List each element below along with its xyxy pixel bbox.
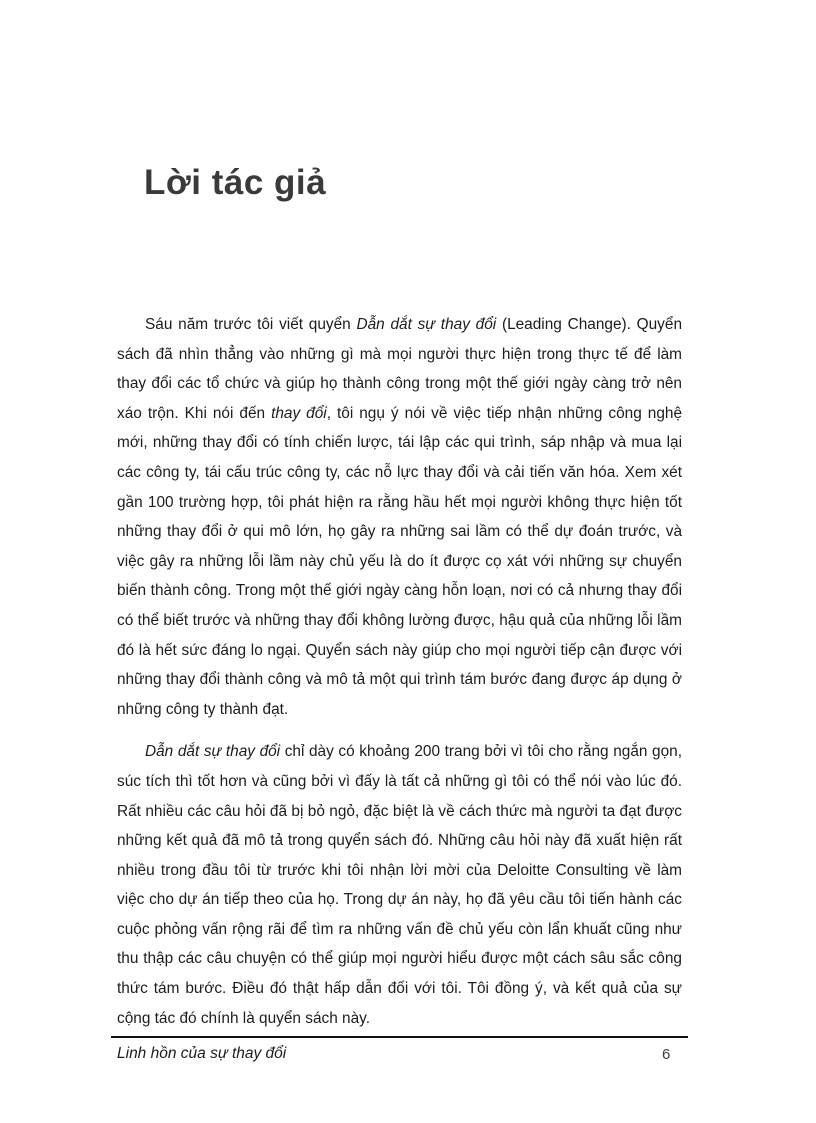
italic-term: thay đổi — [271, 404, 327, 422]
text-run: , tôi ngụ ý nói về việc tiếp nhận những công nghệ mới, những thay đổi có tính chiến lược, tái lập các qui trình, sáp nhập và mua lại các công ty, tái cấu trúc công ty, các nỗ lực thay đổi và cải tiến văn hóa. Xem xét gần 100 trường hợp, tôi phát hiện ra rằng hầu hết mọi người không thực hiện tốt những thay đổi ở qui mô lớn, họ gây ra những sai lầm có thể dự đoán trước, và việc gây ra những lỗi lầm này chủ yếu là do ít được cọ xát với những sự chuyển biến thành công. Trong một thế giới ngày càng hỗn loạn, nơi có cả nhưng thay đổi có thể biết trước và những thay đổi không lường được, hậu quả của những lỗi lầm đó là hết sức đáng lo ngại. Quyển sách này giúp cho mọi người tiếp cận được với những thay đổi thành công và mô tả một qui trình tám bước đang được áp dụng ở những công ty thành đạt. — [117, 404, 683, 718]
paragraph — [117, 737, 682, 1033]
paragraph — [117, 310, 682, 724]
italic-book-title: Dẫn dắt sự thay đổi — [356, 316, 497, 333]
text-run: Sáu năm trước tôi viết quyển — [145, 316, 357, 333]
body-text — [117, 310, 682, 1046]
page-title: Lời tác giả — [144, 163, 327, 202]
text-run: chỉ dày có khoảng 200 trang bởi vì tôi cho rằng ngắn gọn, súc tích thì tốt hơn và cũng bởi vì đấy là tất cả những gì tôi có thể nói vào lúc đó. Rất nhiều các câu hỏi đã bị bỏ ngỏ, đặc biệt là về cách thức mà người ta đạt được những kết quả đã mô tả trong quyển sách đó. Những câu hỏi này đã xuất hiện rất nhiều trong đầu tôi từ trước khi tôi nhận lời mời của Deloitte Consulting về làm việc cho dự án tiếp theo của họ. Trong dự án này, họ đã yêu cầu tôi tiến hành các cuộc phỏng vấn rộng rãi để tìm ra những vấn đề chủ yếu còn lẩn khuất cũng như thu thập các câu chuyện có thể giúp mọi người hiểu được một cách sâu sắc công thức tám bước. Điều đó thật hấp dẫn đối với tôi. Tôi đồng ý, và kết quả của sự cộng tác đó chính là quyển sách này. — [117, 743, 682, 1027]
page-number: 6 — [662, 1046, 671, 1063]
footer-divider — [111, 1036, 688, 1038]
italic-book-title: Dẫn dắt sự thay đổi — [145, 743, 281, 761]
footer-book-title: Linh hồn của sự thay đổi — [117, 1045, 287, 1062]
text-run: (Leading Change). Quyển sách đã nhìn thẳng vào những gì mà mọi người thực hiện trong thực tế để làm thay đổi các tổ chức và giúp họ thành công trong một thế giới ngày càng trở nên xáo trộn. Khi nói đến — [117, 316, 683, 422]
